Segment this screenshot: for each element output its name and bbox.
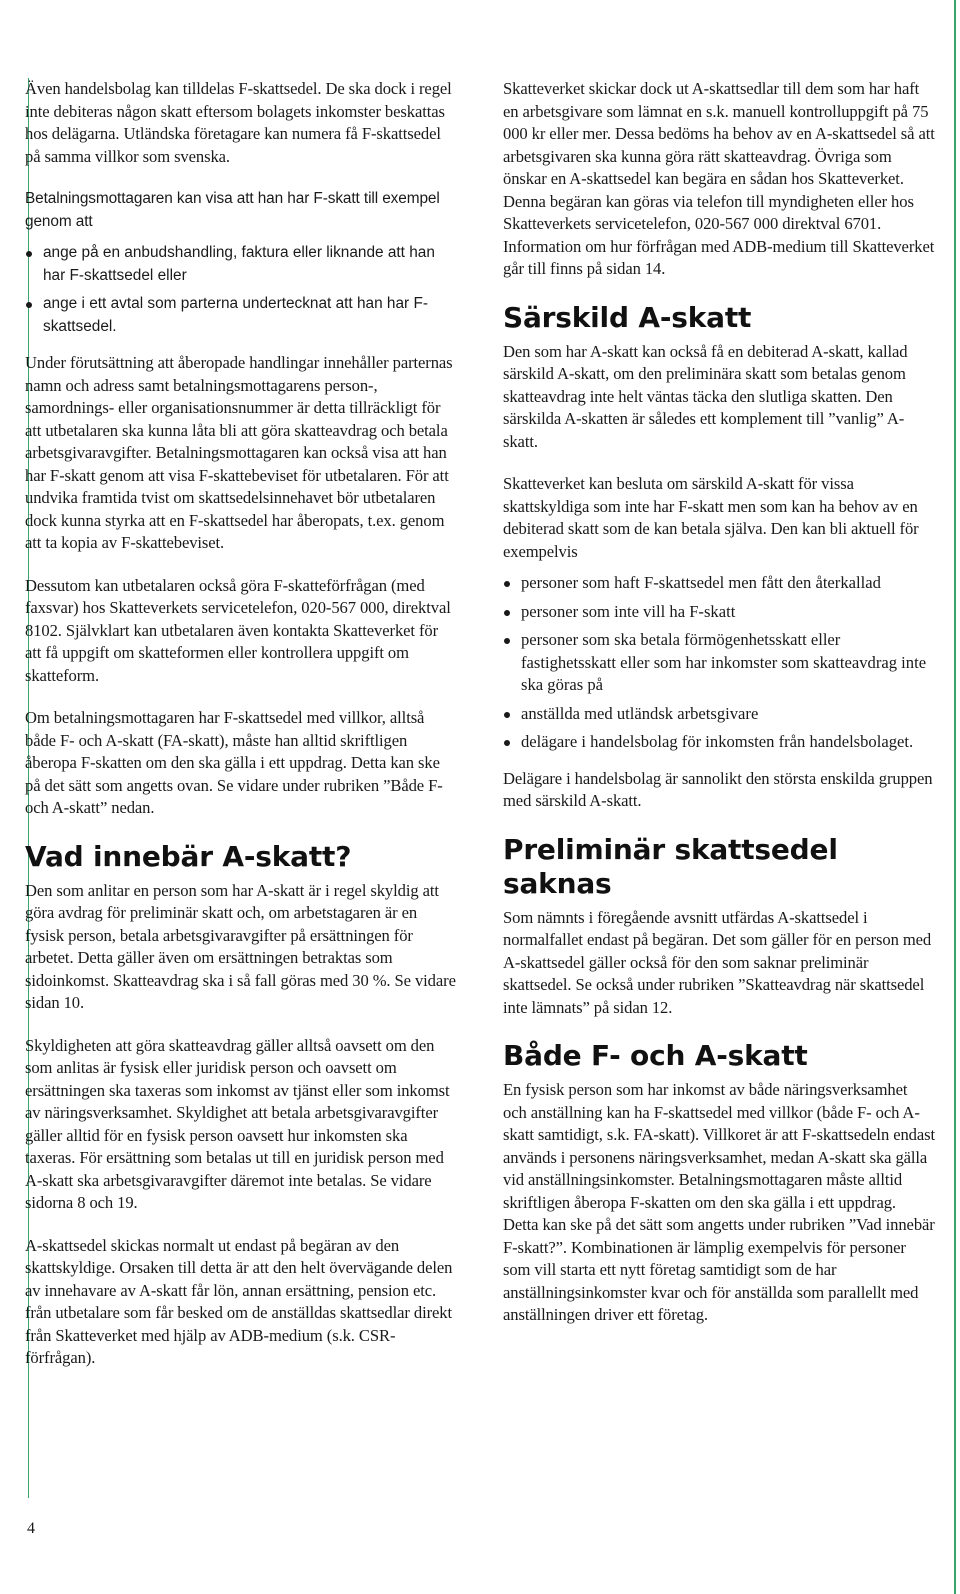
bullet-list <box>25 242 457 338</box>
heading-bade-f-och-a-skatt: Både F- och A-skatt <box>503 1039 808 1072</box>
heading-vad-innebar-a-skatt: Vad innebär A-skatt? <box>25 839 352 873</box>
paragraph: Delägare i handelsbolag är sannolikt den största enskilda gruppen med särskild A-skatt. <box>503 768 933 810</box>
list-item: ange på en anbudshandling, faktura eller liknande att han har F-skattsedel eller <box>25 242 457 287</box>
right-edge-rule <box>954 0 956 1594</box>
paragraph: Den som har A-skatt kan också få en debiterad A-skatt, kallad särskild A-skatt, om den preliminära skatt som betalas genom skatteavdrag inte helt väntas täcka den slutliga skatten. Den särskilda A-skatten är således ett komplement till ”vanlig” A-skatt. <box>503 341 908 451</box>
heading-sarskild-a-skatt: Särskild A-skatt <box>503 300 752 334</box>
paragraph: Betalningsmottagaren kan visa att han har F-skatt till exempel genom att <box>25 190 440 230</box>
paragraph: Under förutsättning att åberopade handlingar innehåller parternas namn och adress samt betalningsmottagarens person-, samordnings- eller organisationsnummer är detta tillräckligt för att utbetalaren ska kunna låta bli att göra skatteavdrag och betala arbetsgivaravgifter. Betalningsmottagaren kan också visa att han har F-skatt genom att visa F-skattebeviset för utbetalaren. För att undvika framtida tvist om skattsedelsinnehavet bör utbetalaren dock kunna styrka att en F-skattsedel har åberopats, t.ex. genom att ta kopia av F-skattebeviset. <box>25 353 453 552</box>
right-column <box>503 78 935 1347</box>
list-item: personer som inte vill ha F-skatt <box>503 601 935 624</box>
list-item: anställda med utländsk arbetsgivare <box>503 703 935 726</box>
paragraph: Den som anlitar en person som har A-skatt är i regel skyldig att göra avdrag för preliminär skatt och, om arbetstagaren är en fysisk person, betala arbetsgivaravgifter på ersättningen för arbetet. Detta gäller även om ersättningen betraktas som sidoinkomst. Skatteavdrag ska i så fall göras med 30 %. Se vidare sidan 10. <box>25 880 456 1012</box>
page-number: 4 <box>27 1520 35 1537</box>
paragraph: Skyldigheten att göra skatteavdrag gäller alltså oavsett om den som anlitas är fysisk eller juridisk person och oavsett om ersättningen ska taxeras som inkomst av tjänst eller som inkomst av näringsverksamhet. Skyldighet att betala arbetsgivaravgifter gäller alltid för en fysisk person oavsett hur inkomsten ska taxeras. För ersättning som betalas ut till en juridisk person med A-skatt ska arbetsgivaravgifter däremot inte betalas. Se vidare sidorna 8 och 19. <box>25 1035 450 1212</box>
paragraph: Skatteverket skickar dock ut A-skattsedlar till dem som har haft en arbetsgivare som lämnat en s.k. manuell kontrolluppgift på 75 000 kr eller mer. Dessa bedöms ha behov av en A-skattsedel så att arbetsgivaren ska kunna göra rätt skatteavdrag. Övriga som önskar en A-skattsedel kan begära en sådan hos Skatteverket. Denna begäran kan göras via telefon till myndigheten eller hos Skatteverkets servicetelefon, 020-567 000 direktval 6701. Information om hur förfrågan med ADB-medium till Skatteverket går till finns på sidan 14. <box>503 79 935 278</box>
list-item: personer som haft F-skattsedel men fått den återkallad <box>503 572 935 595</box>
paragraph: A-skattsedel skickas normalt ut endast på begäran av den skattskyldige. Orsaken till detta är att den helt övervägande delen av innehavare av A-skatt får lön, annan ersättning, pension etc. från utbetalare som får besked om de anställdas skattsedlar direkt från Skatteverket med hjälp av ADB-medium (s.k. CSR-förfrågan). <box>25 1235 453 1367</box>
paragraph: Även handelsbolag kan tilldelas F-skattsedel. De ska dock i regel inte debiteras någon skatt eftersom bolagets inkomster beskattas hos delägarna. Utländska företagare kan numera få F-skattsedel på samma villkor som svenska. <box>25 79 452 166</box>
paragraph: Som nämnts i föregående avsnitt utfärdas A-skattsedel i normalfallet endast på begäran. Det som gäller för en person med A-skattsedel gäller också för den som saknar preliminär skattsedel. Se också under rubriken ”Skatteavdrag när skattsedel inte lämnats” på sidan 12. <box>503 907 932 1017</box>
list-item: ange i ett avtal som parterna undertecknat att han har F-skattsedel. <box>25 293 457 338</box>
paragraph: Om betalningsmottagaren har F-skattsedel med villkor, alltså både F- och A-skatt (FA-skatt), måste han alltid skriftligen åberopa F-skatten om den ska gälla i ett uppdrag. Detta kan ske på det sätt som angetts ovan. Se vidare under rubriken ”Både F- och A-skatt” nedan. <box>25 708 443 817</box>
left-column <box>25 78 457 1390</box>
sans-section <box>25 188 457 338</box>
list-item: personer som ska betala förmögenhetsskatt eller fastighetsskatt eller som har inkomster som skatteavdrag inte ska göras på <box>503 629 935 697</box>
heading-preliminar-skattsedel-saknas: Preliminär skattsedel saknas <box>503 832 838 900</box>
paragraph: En fysisk person som har inkomst av både näringsverksamhet och anställning kan ha F-skattsedel med villkor (både F- och A-skatt samtidigt, s.k. FA-skatt). Villkoret är att F-skattsedeln endast används i personens näringsverksamhet, medan A-skatt ska gälla vid anställningsinkomster. Betalningsmottagaren måste alltid skriftligen åberopa F-skatten om den ska gälla i ett uppdrag. Detta kan ske på det sätt som angetts under rubriken ”Vad innebär F-skatt?”. Kombinationen är lämplig exempelvis för personer som vill starta ett nytt företag samtidigt som de har anställningsinkomster kvar och för anställda som parallellt med anställningen driver ett företag. <box>503 1080 935 1324</box>
list-item: delägare i handelsbolag för inkomsten från handelsbolaget. <box>503 731 935 754</box>
bullet-list <box>503 572 935 754</box>
paragraph: Dessutom kan utbetalaren också göra F-skatteförfrågan (med faxsvar) hos Skatteverkets servicetelefon, 020-567 000, direktval 8102. Självklart kan utbetalaren även kontakta Skatteverket för att få uppgift om skatteformen eller kontrollera uppgift om skatteform. <box>25 575 451 685</box>
paragraph: Skatteverket kan besluta om särskild A-skatt för vissa skattskyldiga som inte har F-skatt men som kan ha behov av en debiterad skatt som de kan betala själva. Den kan bli aktuell för exempelvis <box>503 474 919 561</box>
